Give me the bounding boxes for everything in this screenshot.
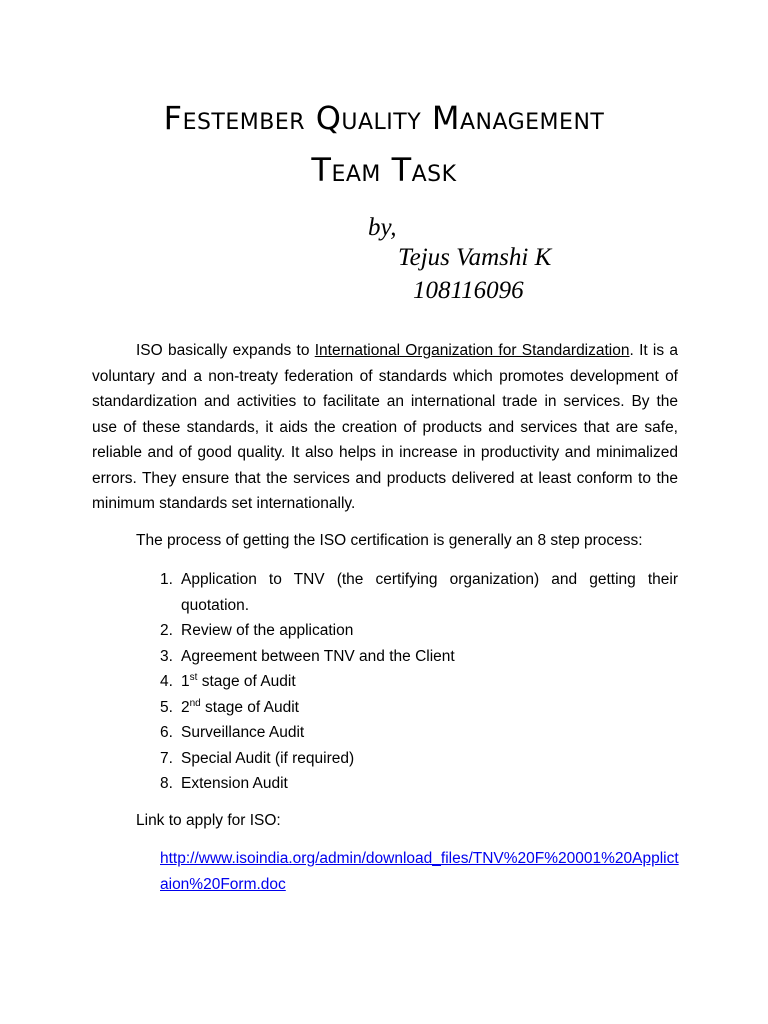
ordinal-suffix: st <box>189 671 198 683</box>
process-steps-list <box>136 567 678 797</box>
list-item <box>136 695 678 721</box>
list-item <box>136 771 678 797</box>
step-text: Application to TNV (the certifying organization) and getting their quotation. <box>181 571 678 614</box>
step-number: 2. <box>160 622 173 639</box>
step-number: 3. <box>160 647 173 665</box>
step-text: stage of Audit <box>197 673 296 690</box>
process-intro: The process of getting the ISO certification is generally an 8 step process: <box>136 532 643 549</box>
iso-application-link[interactable]: http://www.isoindia.org/admin/download_files/TNV%20F%20001%20Applictaion%20Form.doc <box>160 850 679 893</box>
step-number: 8. <box>160 775 173 792</box>
list-item <box>136 746 678 772</box>
list-item <box>136 618 678 644</box>
list-item <box>136 720 678 746</box>
list-item <box>136 669 678 695</box>
list-item <box>136 644 678 670</box>
roll-number: 108116096 <box>413 277 524 304</box>
document-title-line2: Team Task <box>311 151 457 189</box>
iso-full-name: International Organization for Standardization <box>314 342 630 359</box>
ordinal-suffix: nd <box>189 697 201 709</box>
step-text: Review of the application <box>181 622 354 639</box>
step-text: Extension Audit <box>181 775 288 792</box>
step-text: Special Audit (if required) <box>181 749 355 767</box>
link-label: Link to apply for ISO: <box>136 812 281 829</box>
byline-label: by, <box>368 214 397 241</box>
step-number: 5. <box>160 698 173 716</box>
step-number: 7. <box>160 749 173 767</box>
author-name: Tejus Vamshi K <box>398 244 552 271</box>
paragraph-text-start: ISO basically expands to <box>136 342 315 359</box>
step-text: Surveillance Audit <box>181 724 305 741</box>
document-title-line1: Festember Quality Management <box>163 99 605 137</box>
step-number: 6. <box>160 724 173 741</box>
step-number: 1. <box>160 571 173 588</box>
step-ordinal: 1 <box>181 673 190 690</box>
iso-intro-paragraph <box>92 338 678 517</box>
step-number: 4. <box>160 673 173 690</box>
step-text: stage of Audit <box>200 698 299 716</box>
paragraph-text-rest: . It is a voluntary and a non-treaty federation of standards which promotes development of standardization and activities to facilitate an international trade in services. By the use of these standards, it aids the creation of products and services that are safe, reliable and of good quality. It also helps in increase in productivity and minimalized errors. They ensure that the services and products delivered at least conform to the minimum standards set internationally. <box>92 342 679 512</box>
list-item <box>136 567 678 618</box>
step-ordinal: 2 <box>181 698 190 716</box>
step-text: Agreement between TNV and the Client <box>181 647 455 665</box>
